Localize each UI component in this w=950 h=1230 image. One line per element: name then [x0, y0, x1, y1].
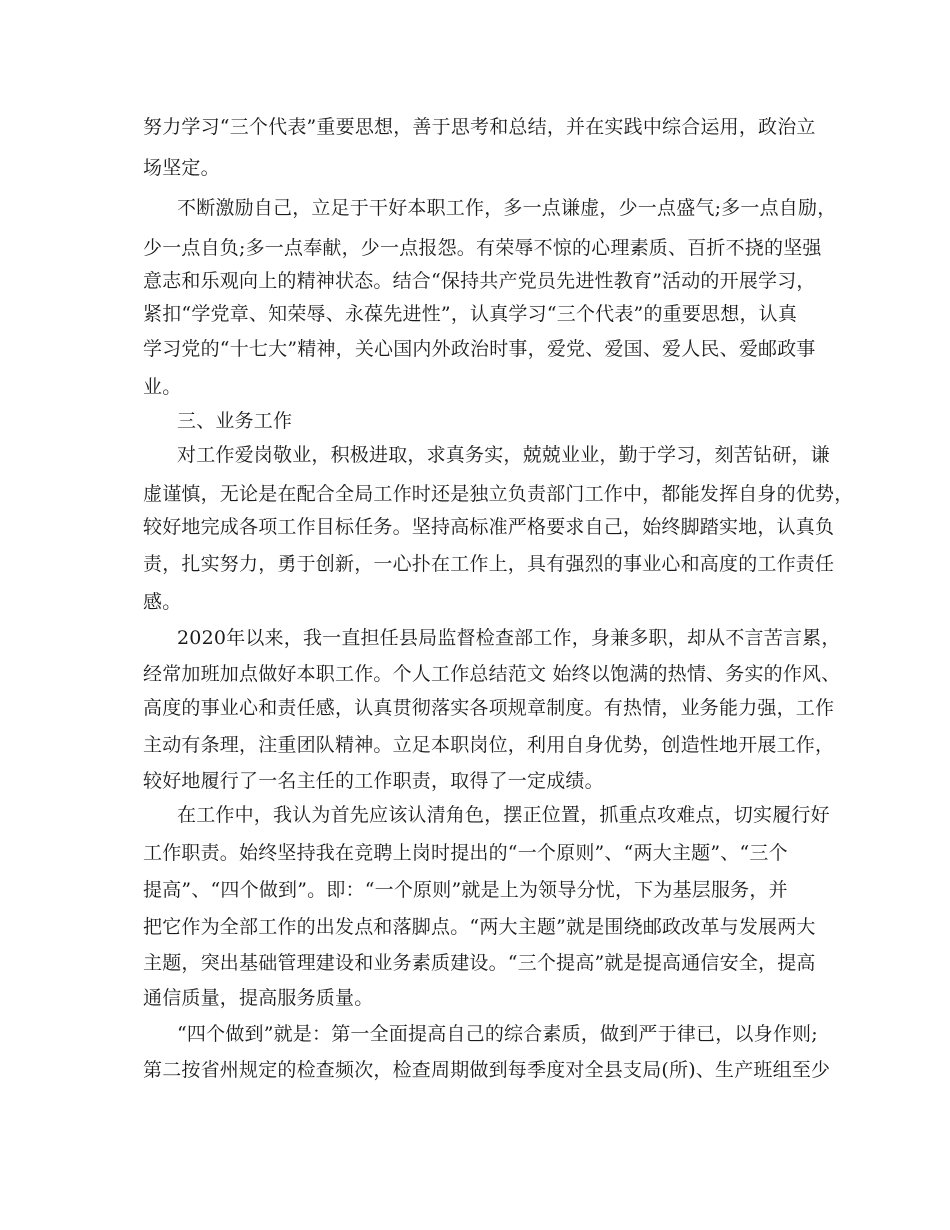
text-line: 在工作中，我认为首先应该认清角色，摆正位置，抓重点攻难点，切实履行好	[177, 804, 830, 826]
text-line: 感。	[143, 591, 182, 613]
text-line: 2020年以来，我一直担任县局监督检查部工作，身兼多职，却从不言苦言累，	[177, 627, 841, 649]
text-line: 努力学习“三个代表”重要思想，善于思考和总结，并在实践中综合运用，政治立	[143, 116, 816, 138]
text-line: 提高”、“四个做到”。即：“一个原则”就是上为领导分忧，下为基层服务，并	[143, 879, 788, 901]
text-line: 经常加班加点做好本职工作。个人工作总结范文 始终以饱满的热情、务实的作风、	[143, 663, 841, 685]
text-line: 主动有条理，注重团队精神。立足本职岗位，利用自身优势，创造性地开展工作，	[143, 734, 835, 756]
text-line: 高度的事业心和责任感，认真贯彻落实各项规章制度。有热情，业务能力强，工作	[143, 697, 835, 719]
text-line: 较好地完成各项工作目标任务。坚持高标准严格要求自己，始终脚踏实地，认真负	[143, 516, 835, 538]
text-line: 工作职责。始终坚持我在竞聘上岗时提出的“一个原则”、“两大主题”、“三个	[143, 842, 788, 864]
section-heading: 三、业务工作	[177, 410, 293, 432]
text-line: 把它作为全部工作的出发点和落脚点。“两大主题”就是围绕邮政改革与发展两大	[143, 916, 816, 938]
text-line: 对工作爱岗敬业，积极进取，求真务实，兢兢业业，勤于学习，刻苦钻研，谦	[177, 444, 830, 466]
text-line: 学习党的“十七大”精神，关心国内外政治时事，爱党、爱国、爱人民、爱邮政事	[143, 338, 816, 360]
text-line: “四个做到”就是：第一全面提高自己的综合素质，做到严于律已，以身作则;	[177, 1023, 818, 1045]
text-line: 主题，突出基础管理建设和业务素质建设。“三个提高”就是提高通信安全，提高	[143, 952, 816, 974]
text-line: 意志和乐观向上的精神状态。结合“保持共产党员先进性教育”活动的开展学习，	[143, 270, 816, 292]
text-line: 业。	[143, 376, 182, 398]
text-line: 少一点自负;多一点奉献，少一点报怨。有荣辱不惊的心理素质、百折不挠的坚强	[143, 237, 822, 259]
text-line: 场坚定。	[143, 157, 220, 179]
text-line: 较好地履行了一名主任的工作职责，取得了一定成绩。	[143, 770, 604, 792]
text-line: 通信质量，提高服务质量。	[143, 987, 374, 1009]
text-line: 第二按省州规定的检查频次，检查周期做到每季度对全县支局(所)、生产班组至少	[143, 1059, 831, 1081]
text-line: 责，扎实努力，勇于创新，一心扑在工作上，具有强烈的事业心和高度的工作责任	[143, 553, 835, 575]
text-line: 紧扣“学党章、知荣辱、永葆先进性”，认真学习“三个代表”的重要思想，认真	[143, 303, 798, 325]
text-line: 虚谨慎，无论是在配合全局工作时还是独立负责部门工作中，都能发挥自身的优势，	[143, 483, 854, 505]
text-line: 不断激励自己，立足于干好本职工作，多一点谦虚，少一点盛气;多一点自励，	[177, 197, 837, 219]
